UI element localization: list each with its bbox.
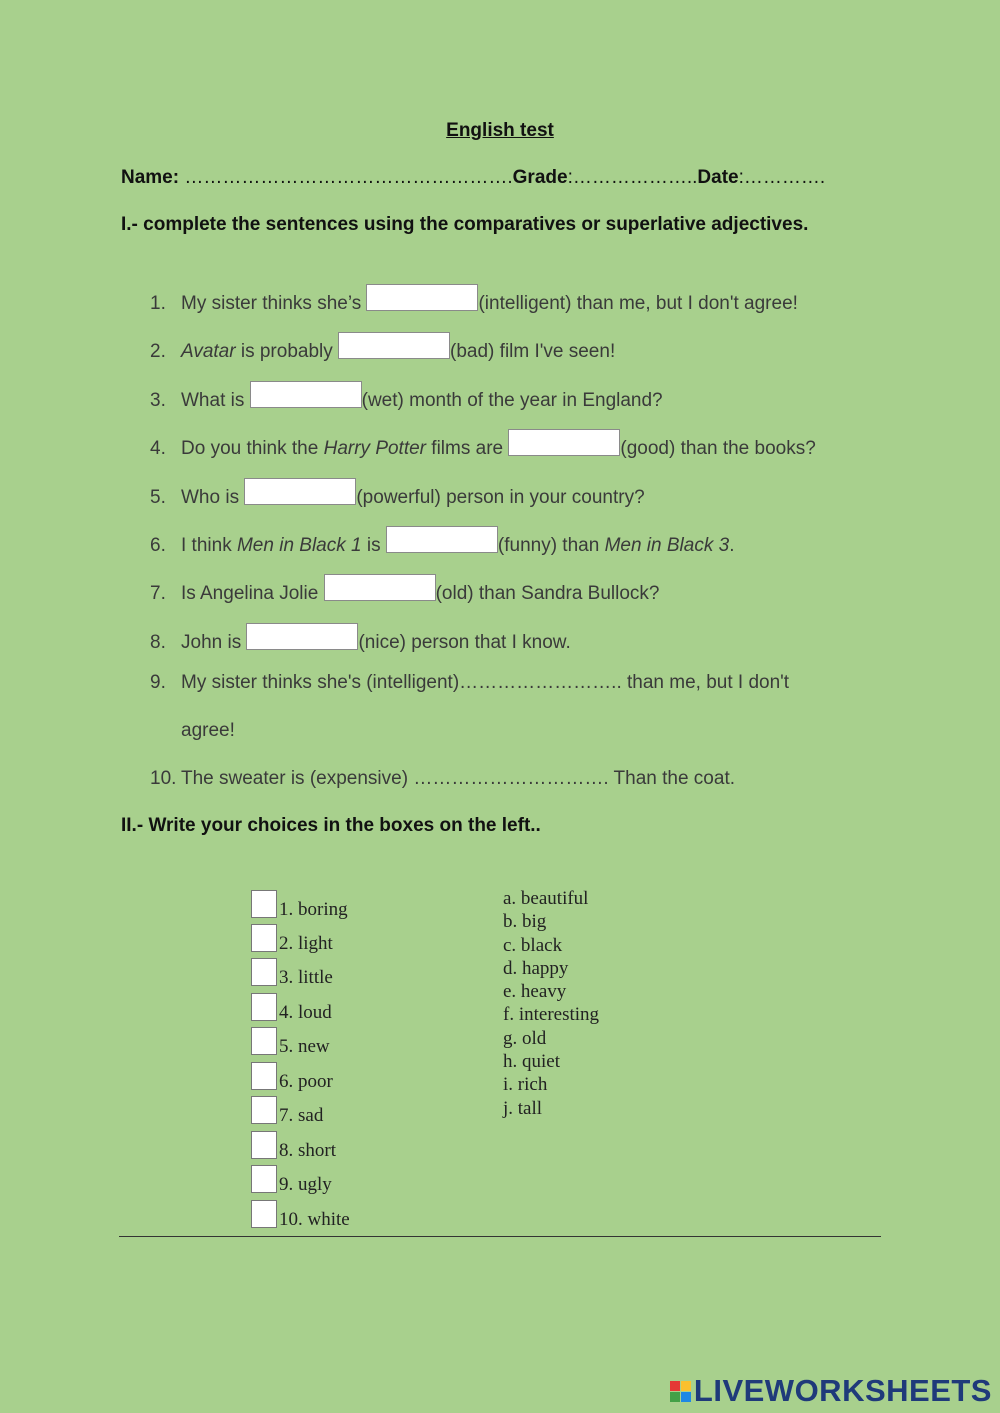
section2-heading: II.- Write your choices in the boxes on the left..	[121, 815, 541, 836]
match-left-label: 1. boring	[279, 899, 348, 920]
q6-text-after: (funny) than	[497, 535, 605, 556]
match-answer-box[interactable]	[251, 1062, 277, 1090]
q6-text-before: I think	[181, 535, 237, 556]
match-answer-box[interactable]	[251, 1027, 277, 1055]
q4-text-after: (good) than the books?	[620, 438, 816, 459]
match-left-item	[251, 1096, 323, 1127]
question-2	[150, 332, 615, 363]
match-answer-box[interactable]	[251, 924, 277, 952]
match-left-item	[251, 1131, 336, 1162]
q4-answer-box[interactable]	[508, 429, 620, 456]
name-grade-date-line	[121, 167, 825, 189]
question-3	[150, 381, 663, 412]
question-1	[150, 284, 798, 315]
match-answer-box[interactable]	[251, 1131, 277, 1159]
q9-line-2: agree!	[181, 720, 235, 741]
q7-number: 7.	[150, 583, 166, 604]
match-left-item	[251, 993, 332, 1024]
q1-text-after: (intelligent) than me, but I don't agree!	[478, 293, 798, 314]
question-6	[150, 526, 734, 557]
q8-text-before: John is	[181, 632, 247, 653]
q1-number: 1.	[150, 293, 166, 314]
q6-number: 6.	[150, 535, 166, 556]
match-left-label: 2. light	[279, 933, 333, 954]
match-answer-box[interactable]	[251, 1096, 277, 1124]
match-answer-box[interactable]	[251, 1165, 277, 1193]
match-option: a. beautiful	[503, 888, 589, 909]
q4-italic: Harry Potter	[323, 438, 427, 459]
match-left-item	[251, 1062, 333, 1093]
match-left-item	[251, 958, 333, 989]
q6-italic: Men in Black 1	[236, 535, 362, 556]
q6-text-middle: is	[361, 535, 386, 556]
match-left-label: 7. sad	[279, 1105, 324, 1126]
q5-number: 5.	[150, 487, 166, 508]
q2-text-after: (bad) film I've seen!	[450, 341, 616, 362]
q2-answer-box[interactable]	[338, 332, 450, 359]
match-left-item	[251, 1027, 330, 1058]
q10-text: The sweater is (expensive) …………………………. Than the coat.	[181, 768, 735, 789]
q3-answer-box[interactable]	[250, 381, 362, 408]
q6-answer-box[interactable]	[386, 526, 498, 553]
question-8	[150, 623, 571, 654]
match-option: f. interesting	[503, 1004, 600, 1026]
match-option: i. rich	[503, 1074, 548, 1096]
q5-text-before: Who is	[181, 487, 245, 508]
test-title: English test	[446, 120, 554, 141]
match-option: g. old	[503, 1027, 547, 1049]
match-left-label: 8. short	[279, 1140, 336, 1161]
name-label: Name:	[121, 167, 180, 188]
match-left-label: 9. ugly	[279, 1174, 332, 1195]
q8-number: 8.	[150, 632, 166, 653]
match-left-item	[251, 890, 348, 921]
question-7	[150, 574, 660, 605]
match-left-item	[251, 924, 333, 955]
match-option: c. black	[503, 934, 563, 956]
q3-text-before: What is	[181, 390, 250, 411]
match-answer-box[interactable]	[251, 890, 277, 918]
date-label: Date	[697, 167, 739, 188]
liveworksheets-logo	[670, 1373, 992, 1409]
match-left-item	[251, 1165, 332, 1196]
logo-text: LIVEWORKSHEETS	[693, 1373, 992, 1408]
q10-number: 10.	[150, 768, 177, 789]
match-left-label: 4. loud	[279, 1002, 332, 1023]
match-answer-box[interactable]	[251, 1200, 277, 1228]
q5-answer-box[interactable]	[244, 478, 356, 505]
question-4	[150, 429, 816, 460]
question-5	[150, 478, 645, 509]
question-10	[150, 768, 735, 790]
q2-italic: Avatar	[181, 341, 236, 362]
match-option: d. happy	[503, 957, 569, 979]
q5-text-after: (powerful) person in your country?	[356, 487, 645, 508]
match-option: j. tall	[503, 1097, 543, 1119]
match-left-label: 3. little	[279, 967, 333, 988]
grade-label: Grade	[512, 167, 568, 188]
q8-text-after: (nice) person that I know.	[358, 632, 571, 653]
q4-text-middle: films are	[426, 438, 509, 459]
match-left-label: 5. new	[279, 1036, 330, 1057]
q4-number: 4.	[150, 438, 166, 459]
match-left-label: 6. poor	[279, 1071, 333, 1092]
q1-text-before: My sister thinks she’s	[181, 293, 367, 314]
q6-italic-2: Men in Black 3	[604, 535, 730, 556]
q3-text-after: (wet) month of the year in England?	[361, 390, 663, 411]
q7-text-before: Is Angelina Jolie	[181, 583, 324, 604]
q7-answer-box[interactable]	[324, 574, 436, 601]
question-9	[150, 672, 789, 694]
match-left-label: 10. white	[279, 1209, 350, 1230]
match-answer-box[interactable]	[251, 958, 277, 986]
q2-number: 2.	[150, 341, 166, 362]
grade-dots: :………………..	[567, 167, 698, 188]
q3-number: 3.	[150, 390, 166, 411]
q9-line-1: My sister thinks she's (intelligent)…………………….. than me, but I don't	[181, 672, 790, 693]
match-option: e. heavy	[503, 981, 567, 1003]
name-dots: …………………………………………….	[179, 167, 513, 188]
match-option: h. quiet	[503, 1051, 560, 1073]
q4-text-before: Do you think the	[181, 438, 324, 459]
match-option: b. big	[503, 911, 547, 933]
date-dots: :………….	[738, 167, 826, 188]
match-answer-box[interactable]	[251, 993, 277, 1021]
section1-heading: I.- complete the sentences using the comparatives or superlative adjectives.	[121, 214, 809, 235]
match-left-item	[251, 1200, 350, 1231]
q1-answer-box[interactable]	[366, 284, 478, 311]
match-options-list	[503, 887, 599, 1120]
logo-mark-icon	[670, 1381, 691, 1402]
q8-answer-box[interactable]	[246, 623, 358, 650]
bottom-divider	[119, 1236, 881, 1237]
q2-text-before: is probably	[235, 341, 339, 362]
q9-number: 9.	[150, 672, 166, 693]
q7-text-after: (old) than Sandra Bullock?	[435, 583, 660, 604]
q6-text-end: .	[729, 535, 735, 556]
